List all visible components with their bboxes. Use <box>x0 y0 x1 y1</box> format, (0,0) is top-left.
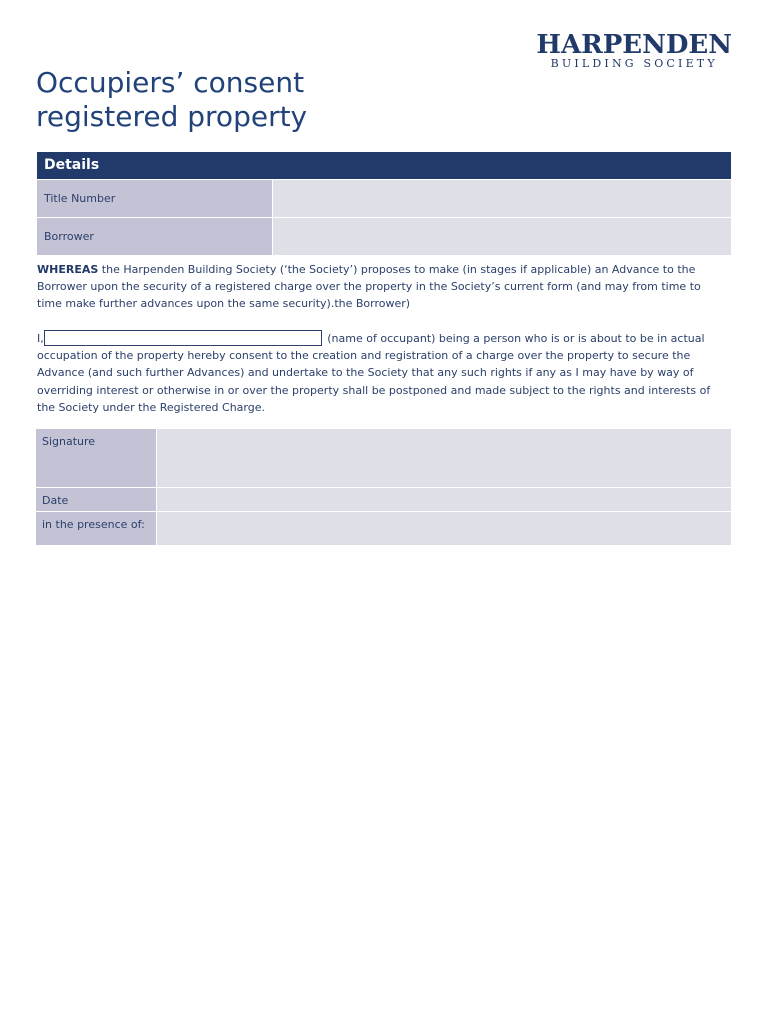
borrower-label: Borrower <box>37 218 272 255</box>
whereas-bold: WHEREAS <box>37 263 99 276</box>
witness-label: in the presence of: <box>36 512 156 545</box>
whereas-paragraph <box>37 261 717 313</box>
harpenden-logo <box>536 32 732 70</box>
witness-field[interactable] <box>157 512 731 545</box>
logo-name: HARPENDEN <box>536 30 732 60</box>
witness-row <box>36 512 731 545</box>
details-row-borrower <box>37 218 731 255</box>
details-table <box>37 152 731 255</box>
borrower-field[interactable] <box>273 218 731 255</box>
signature-label: Signature <box>36 429 156 487</box>
consent-text: (name of occupant) being a person who is or is about to be in actual occupation of the property hereby consent to the creation and registration of a charge over the property to secure the Advance (and such further Advances) and undertake to the Society that any such rights if any as I may have by way of overriding interest or otherwise in or over the property shall be postponed and made subject to the rights and interests of the Society under the Registered Charge. <box>37 332 711 414</box>
date-field[interactable] <box>157 488 731 511</box>
title-line-1: Occupiers’ consent <box>36 66 305 99</box>
occupant-name-field[interactable] <box>44 330 322 346</box>
consent-prefix: I, <box>37 332 44 345</box>
details-heading: Details <box>37 152 731 179</box>
details-row-title-number <box>37 180 731 217</box>
signature-row <box>36 429 731 487</box>
title-number-field[interactable] <box>273 180 731 217</box>
logo-tagline: BUILDING SOCIETY <box>550 57 718 70</box>
date-row <box>36 488 731 511</box>
signature-field[interactable] <box>157 429 731 487</box>
date-label: Date <box>36 488 156 511</box>
title-line-2: registered property <box>36 100 308 133</box>
whereas-text: the Harpenden Building Society (‘the Society’) proposes to make (in stages if applicable) an Advance to the Borrower upon the security of a registered charge over the property in the Society’s current form (and may from time to time make further advances upon the same security).the Borrower) <box>37 263 701 311</box>
consent-paragraph <box>37 330 717 416</box>
title-number-label: Title Number <box>37 180 272 217</box>
signature-table <box>36 429 731 546</box>
page-title <box>36 66 307 134</box>
